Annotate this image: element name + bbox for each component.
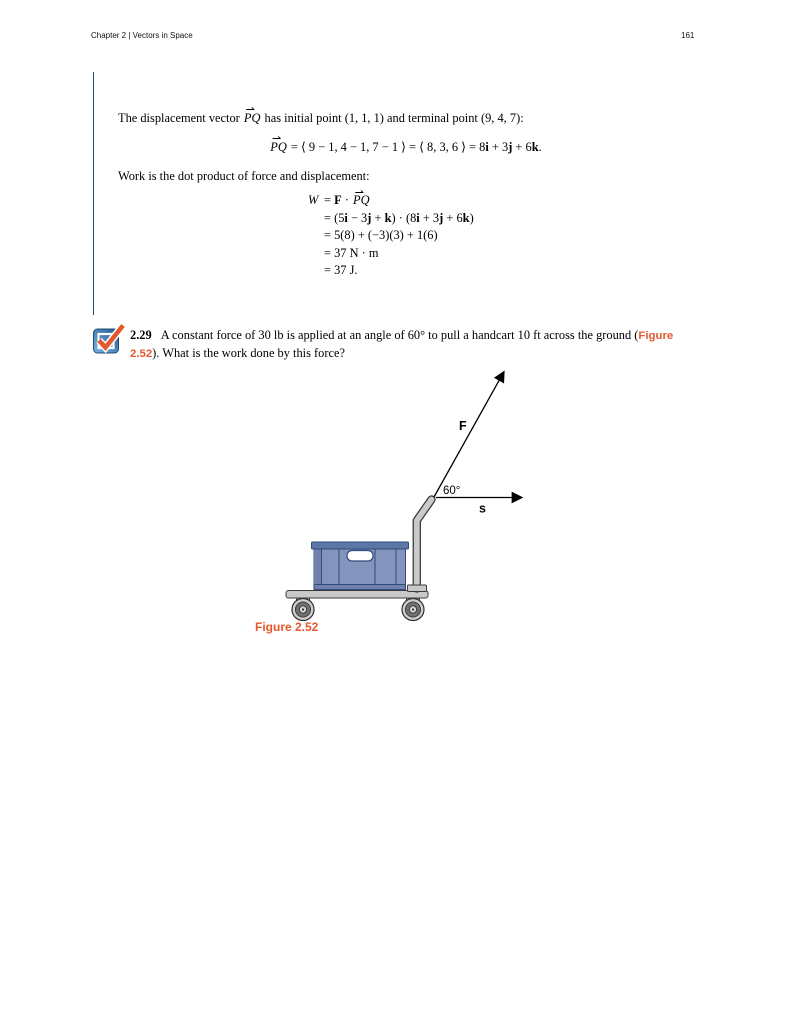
force-vector-arrow	[434, 373, 504, 498]
checkpoint-question: 2.29 A constant force of 30 lb is applied at an angle of 60° to pull a handcart 10 ft across the ground (Figure 2.52). What is the work done by this force?	[130, 328, 677, 360]
work-line-4: = 37 N · m	[324, 245, 379, 260]
displacement-label: s	[479, 501, 486, 516]
work-line-3: = 5(8) + (−3)(3) + 1(6)	[324, 228, 438, 243]
running-head: Chapter 2 | Vectors in Space	[91, 31, 193, 40]
page-number: 161	[681, 31, 695, 40]
pq-equation: ⇀ PQ = ⟨ 9 − 1, 4 − 1, 7 − 1 ⟩ = ⟨ 8, 3, 6 ⟩ = 8i + 3j + 6k.	[118, 139, 693, 156]
cart-platform	[286, 591, 428, 599]
work-derivation	[308, 192, 474, 280]
figure-handcart	[278, 356, 540, 622]
checkpoint-icon	[92, 322, 128, 356]
wheel-right-icon	[402, 599, 424, 621]
crate-handle-hole	[347, 551, 373, 562]
figure-link[interactable]: Figure 2.52	[130, 330, 677, 360]
work-line-2: = (5i − 3j + k) · (8i + 3j + 6k)	[324, 210, 474, 225]
figure-caption: Figure 2.52	[255, 620, 319, 634]
solution-paragraph-displacement: The displacement vector ⇀ PQ has initial point (1, 1, 1) and terminal point (9, 4, 7):	[118, 110, 693, 127]
work-line-1: W = F · ⇀ PQ	[308, 192, 474, 210]
angle-label: 60°	[443, 485, 461, 497]
work-line-5: = 37 J.	[324, 263, 358, 278]
force-label: F	[459, 419, 467, 433]
handle-base-flange	[408, 585, 427, 592]
cart-handle	[417, 500, 432, 589]
solution-paragraph-work: Work is the dot product of force and displacement:	[118, 169, 370, 183]
solution-rule	[93, 72, 94, 315]
crate	[312, 542, 409, 590]
wheel-left-icon	[292, 599, 314, 621]
crate-top-rim	[312, 542, 409, 549]
